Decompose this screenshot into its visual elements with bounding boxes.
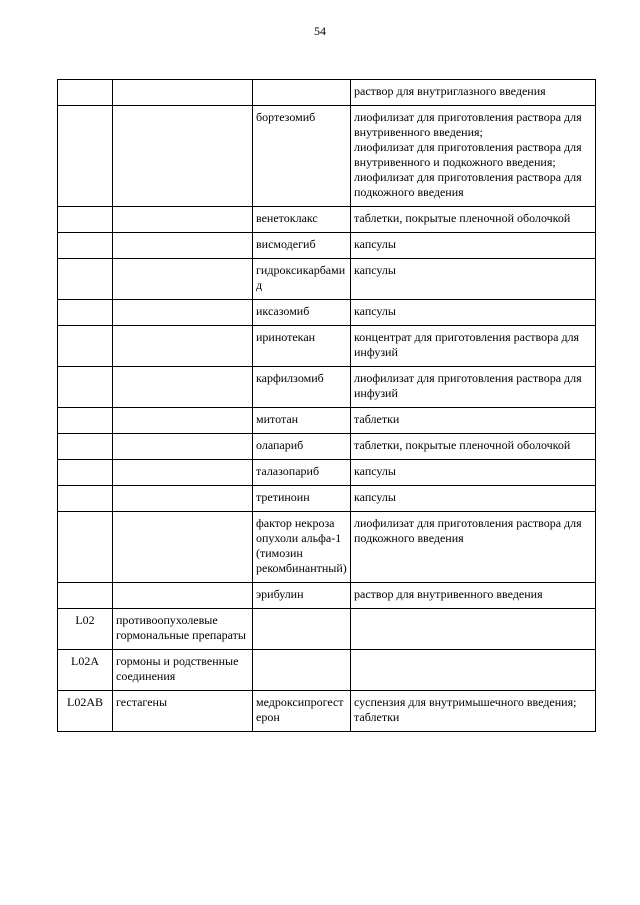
atc-code-cell	[58, 408, 113, 434]
table-row	[58, 460, 596, 486]
dosage-form-cell: таблетки, покрытые пленочной оболочкой	[351, 434, 596, 460]
atc-code-cell	[58, 300, 113, 326]
dosage-form-cell: капсулы	[351, 460, 596, 486]
group-cell	[113, 207, 253, 233]
table-row	[58, 300, 596, 326]
group-cell	[113, 460, 253, 486]
atc-code-cell	[58, 583, 113, 609]
dosage-form-cell: лиофилизат для приготовления раствора для подкожного введения	[351, 512, 596, 583]
atc-code-cell	[58, 207, 113, 233]
drug-name-cell: бортезомиб	[253, 106, 351, 207]
drug-name-cell: висмодегиб	[253, 233, 351, 259]
dosage-form-cell: раствор для внутриглазного введения	[351, 80, 596, 106]
atc-code-cell	[58, 434, 113, 460]
group-cell: гестагены	[113, 691, 253, 732]
dosage-form-cell	[351, 609, 596, 650]
table-row	[58, 80, 596, 106]
drug-table	[57, 79, 596, 732]
group-cell: противоопухолевые гормональные препараты	[113, 609, 253, 650]
table-row	[58, 207, 596, 233]
drug-name-cell: венетоклакс	[253, 207, 351, 233]
group-cell	[113, 233, 253, 259]
group-cell	[113, 300, 253, 326]
group-cell: гормоны и родственные соединения	[113, 650, 253, 691]
dosage-form-cell: капсулы	[351, 233, 596, 259]
atc-code-cell	[58, 460, 113, 486]
table-row	[58, 583, 596, 609]
table-row	[58, 486, 596, 512]
drug-name-cell	[253, 80, 351, 106]
drug-name-cell: медроксипрогестерон	[253, 691, 351, 732]
dosage-form-cell: лиофилизат для приготовления раствора для инфузий	[351, 367, 596, 408]
table-row	[58, 106, 596, 207]
group-cell	[113, 583, 253, 609]
dosage-form-cell: концентрат для приготовления раствора для инфузий	[351, 326, 596, 367]
atc-code-cell: L02A	[58, 650, 113, 691]
drug-name-cell: карфилзомиб	[253, 367, 351, 408]
table-row	[58, 650, 596, 691]
page-number: 54	[314, 24, 326, 38]
atc-code-cell	[58, 326, 113, 367]
table-row	[58, 259, 596, 300]
group-cell	[113, 259, 253, 300]
group-cell	[113, 486, 253, 512]
group-cell	[113, 326, 253, 367]
drug-name-cell: олапариб	[253, 434, 351, 460]
drug-name-cell: митотан	[253, 408, 351, 434]
group-cell	[113, 512, 253, 583]
drug-name-cell: эрибулин	[253, 583, 351, 609]
atc-code-cell	[58, 512, 113, 583]
group-cell	[113, 434, 253, 460]
drug-name-cell: талазопариб	[253, 460, 351, 486]
group-cell	[113, 408, 253, 434]
table-row	[58, 512, 596, 583]
drug-name-cell: третиноин	[253, 486, 351, 512]
drug-name-cell: гидроксикарбамид	[253, 259, 351, 300]
dosage-form-cell: таблетки	[351, 408, 596, 434]
atc-code-cell: L02AB	[58, 691, 113, 732]
dosage-form-cell: капсулы	[351, 259, 596, 300]
atc-code-cell: L02	[58, 609, 113, 650]
drug-name-cell: фактор некроза опухоли альфа-1 (тимозин рекомбинантный)	[253, 512, 351, 583]
table-row	[58, 326, 596, 367]
drug-name-cell: иринотекан	[253, 326, 351, 367]
dosage-form-cell: капсулы	[351, 486, 596, 512]
table-row	[58, 434, 596, 460]
atc-code-cell	[58, 106, 113, 207]
table-row	[58, 367, 596, 408]
group-cell	[113, 367, 253, 408]
dosage-form-cell: раствор для внутривенного введения	[351, 583, 596, 609]
dosage-form-cell: суспензия для внутримышечного введения; таблетки	[351, 691, 596, 732]
atc-code-cell	[58, 367, 113, 408]
table-row	[58, 233, 596, 259]
drug-name-cell	[253, 650, 351, 691]
drug-name-cell: иксазомиб	[253, 300, 351, 326]
atc-code-cell	[58, 486, 113, 512]
dosage-form-cell: капсулы	[351, 300, 596, 326]
group-cell	[113, 80, 253, 106]
table-row	[58, 691, 596, 732]
table-row	[58, 609, 596, 650]
atc-code-cell	[58, 80, 113, 106]
group-cell	[113, 106, 253, 207]
dosage-form-cell: таблетки, покрытые пленочной оболочкой	[351, 207, 596, 233]
dosage-form-cell: лиофилизат для приготовления раствора для внутривенного введения; лиофилизат для приготовления раствора для внутривенного и подкожного введения; лиофилизат для приготовления раствора для подкожного введения	[351, 106, 596, 207]
table-row	[58, 408, 596, 434]
dosage-form-cell	[351, 650, 596, 691]
atc-code-cell	[58, 259, 113, 300]
atc-code-cell	[58, 233, 113, 259]
drug-name-cell	[253, 609, 351, 650]
